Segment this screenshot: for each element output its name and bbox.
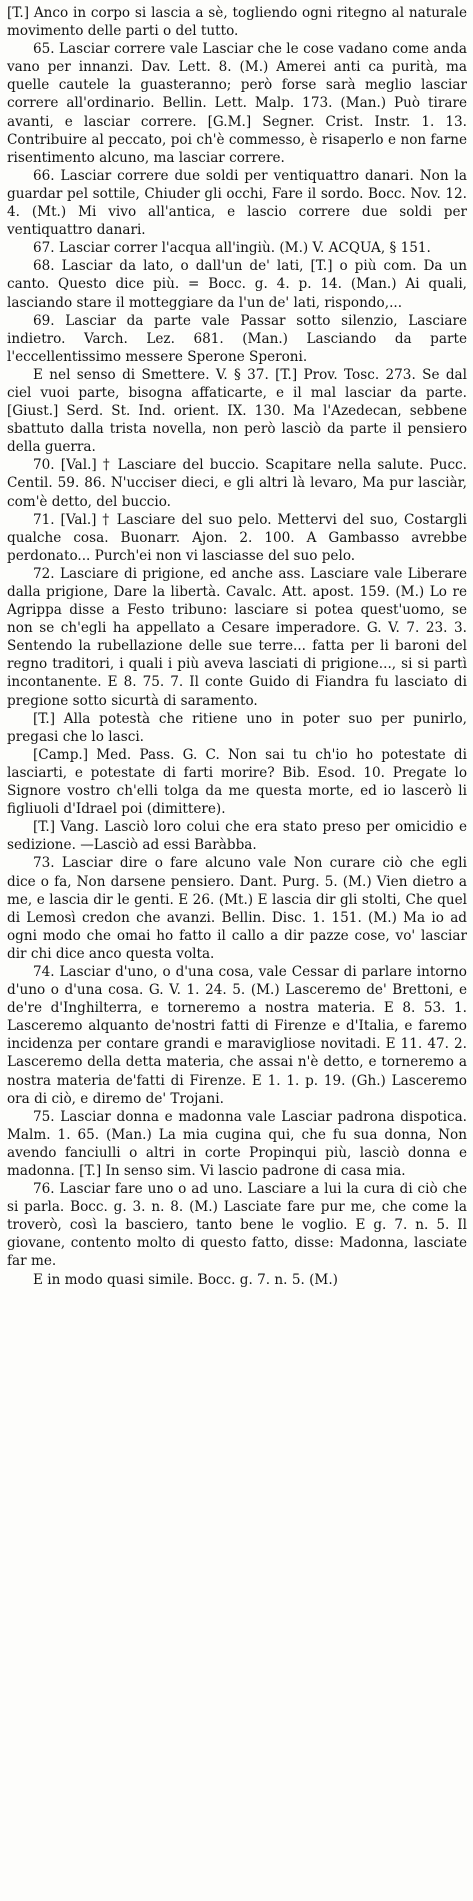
entry-69-subsense: E nel senso di Smettere. V. § 37. [T.] Prov. Tosc. 273. Se dal ciel vuoi parte, bisogna affaticarte, e il mal lasciar da parte. [Giust.] Serd. St. Ind. orient. IX. 130. Ma l'Azedecan, sebbene sbattuto dalla trista novella, non però lasciò da parte il pensiero della guerra. xyxy=(7,366,467,456)
entry-66: 66. Lasciar correre due soldi per ventiquattro danari. Non la guardar pel sottile, Chiuder gli occhi, Fare il sordo. Bocc. Nov. 12. 4. (Mt.) Mi vivo all'antica, e lascio correre due soldi per ventiquattro danari. xyxy=(7,167,467,239)
entry-76-subsense: E in modo quasi simile. Bocc. g. 7. n. 5. (M.) xyxy=(33,1271,338,1288)
entry-68: 68. Lasciar da lato, o dall'un de' lati, [T.] o più com. Da un canto. Questo dice più. = Bocc. g. 4. p. 14. (Man.) Ai quali, lasciando stare il motteggiare da l'un de' lati, rispondo,... xyxy=(7,258,467,311)
entry-continuation: [T.] Anco in corpo si lascia a sè, togliendo ogni ritegno al naturale movimento delle parti o del tutto. xyxy=(7,5,467,40)
entry-72-subsense-c: [T.] Vang. Lasciò loro colui che era stato preso per omicidio e sedizione. —Lasciò ad essi Baràbba. xyxy=(7,819,467,854)
entry-76: 76. Lasciar fare uno o ad uno. Lasciare a lui la cura di ciò che si parla. Bocc. g. 3. n. 8. (M.) Lasciate fare pur me, che come la troverò, così la basciero, tanto bene le voglio. E g. 7. n. 5. Il giovane, contento molto di questo fatto, disse: Madonna, lasciate far me. xyxy=(7,1181,467,1270)
entry-73: 73. Lasciar dire o fare alcuno vale Non curare ciò che egli dice o fa, Non darsene pensiero. Dant. Purg. 5. (M.) Vien dietro a me, e lascia dir le genti. E 26. (Mt.) E lascia dir gli stolti, Che quel di Lemosì credon che avanzi. Bellin. Disc. 1. 151. (M.) Ma io ad ogni modo che omai ho fatto il callo a dir pazze cose, vo' lasciar dir chi dice anco questa volta. xyxy=(7,855,467,962)
dictionary-column xyxy=(7,4,467,1289)
entry-67: 67. Lasciar correr l'acqua all'ingiù. (M.) V. ACQUA, § 151. xyxy=(33,240,431,257)
entry-72-subsense-a: [T.] Alla potestà che ritiene uno in poter suo per punirlo, pregasi che lo lasci. xyxy=(7,710,467,745)
entry-70: 70. [Val.] † Lasciare del buccio. Scapitare nella salute. Pucc. Centil. 59. 86. N'ucciser dieci, e gli altri là levaro, Ma pur lasciàr, com'è detto, del buccio. xyxy=(7,457,467,510)
entry-69: 69. Lasciar da parte vale Passar sotto silenzio, Lasciare indietro. Varch. Lez. 681. (Man.) Lasciando da parte l'eccellentissimo messere Sperone Speroni. xyxy=(7,312,467,365)
entry-65: 65. Lasciar correre vale Lasciar che le cose vadano come anda vano per innanzi. Dav. Lett. 8. (M.) Amerei anti ca purità, ma quelle cautele la guasteranno; però forse sarà meglio lasciar correre all'ordinario. Bellin. Lett. Malp. 173. (Man.) Può tirare avanti, e lasciar correre. [G.M.] Segner. Crist. Instr. 1. 13. Contribuire al peccato, poi ch'è commesso, è risaperlo e non farne risentimento alcuno, ma lasciar correre. xyxy=(7,41,467,166)
entry-72: 72. Lasciare di prigione, ed anche ass. Lasciare vale Liberare dalla prigione, Dare la libertà. Cavalc. Att. apost. 159. (M.) Lo re Agrippa disse a Festo tribuno: lasciare si potea quest'uomo, se non se ch'egli ha appellato a Cesare imperadore. G. V. 7. 23. 3. Sentendo la rubellazione delle sue terre... fatta per li baroni del regno traditori, i quali i più aveva lasciati di prigione..., si si partì incontanente. E 8. 75. 7. Il conte Guido di Fiandra fu lasciato di pregione sotto sicurtà di saramento. xyxy=(7,565,467,709)
entry-72-subsense-b: [Camp.] Med. Pass. G. C. Non sai tu ch'io ho potestate di lasciarti, e potestate di farti morire? Bib. Esod. 10. Pregate lo Signore vostro ch'elli tolga da me questa morte, ed io lascerò li figliuoli d'Idrael poi (dimittere). xyxy=(7,746,467,818)
entry-75: 75. Lasciar donna e madonna vale Lasciar padrona dispotica. Malm. 1. 65. (Man.) La mia cugina qui, che fu sua donna, Non avendo fanciulli o altri in corte Propinqui più, lasciò donna e madonna. [T.] In senso sim. Vi lascio padrone di casa mia. xyxy=(7,1108,467,1179)
entry-71: 71. [Val.] † Lasciare del suo pelo. Mettervi del suo, Costargli qualche cosa. Buonarr. Ajon. 2. 100. A Gambasso avrebbe perdonato... Purch'ei non vi lasciasse del suo pelo. xyxy=(7,511,467,564)
entry-74: 74. Lasciar d'uno, o d'una cosa, vale Cessar di parlare intorno d'uno o d'una cosa. G. V. 1. 24. 5. (M.) Lasceremo de' Brettoni, e de're d'Inghilterra, e torneremo a nostra materia. E 8. 53. 1. Lasceremo alquanto de'nostri fatti di Firenze e d'Italia, e faremo incidenza per contare grandi e maravigliose novitadi. E 11. 47. 2. Lasceremo della detta materia, che assai n'è detto, e torneremo a nostra materia de'fatti di Firenze. E 1. 1. p. 19. (Gh.) Lasceremo ora di ciò, e diremo de' Trojani. xyxy=(7,963,467,1107)
